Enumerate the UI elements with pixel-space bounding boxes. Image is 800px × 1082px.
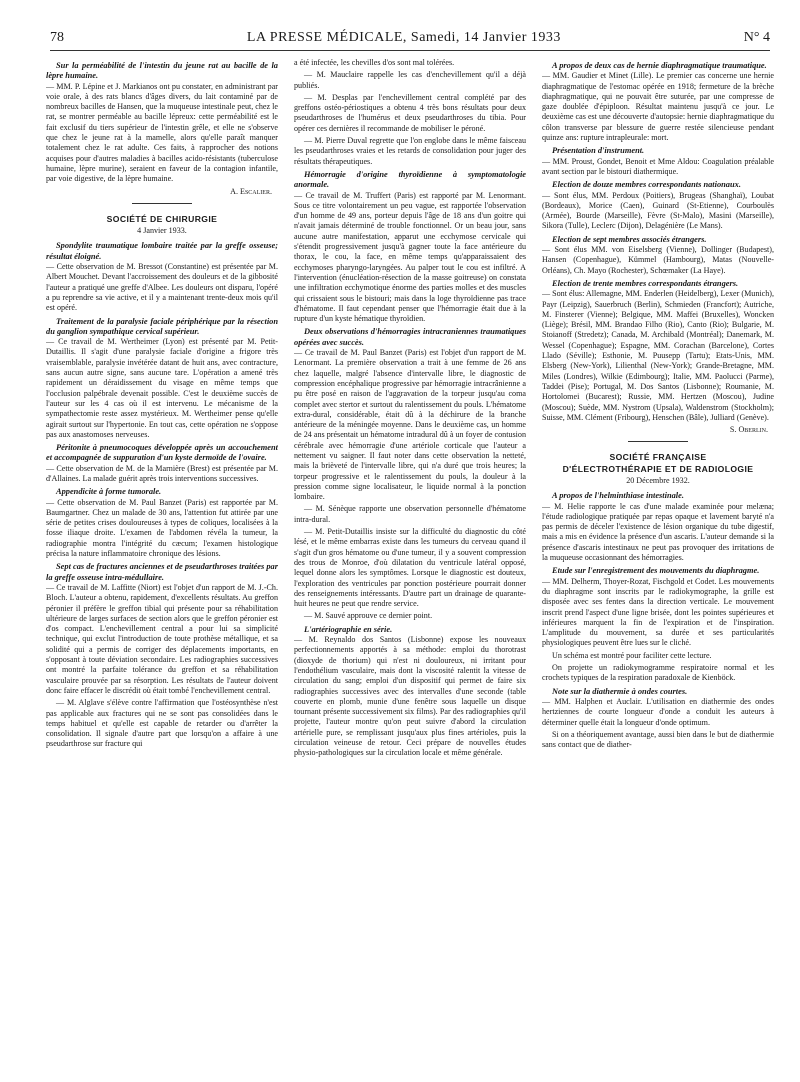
column-1 (46, 58, 278, 1068)
issue-number: N° 4 (743, 30, 770, 45)
article-body: — Ce travail de M. Truffert (Paris) est rapporté par M. Lenormant. Sous ce titre volontairement un peu vague, est rapportée l'observation d'un homme de 49 ans, porteur depuis l'âge de 18 ans d'un goitre qui n'avait jamais déterminé de trouble fonctionnel. Or un beau jour, sans aucune autre manifestation, apparut une ecchymose cervicale qui s'étendit progressivement jusqu'à gagner toute la face antérieure du thorax, le cou, la face, en même temps qu'apparaissaient des ecchymoses pharyngo-laryngées. Au palper tout le cou est infiltré. A l'intervention (énucléation-résection de la masse goitreuse) on constata une infiltration ecchymotique énorme des parties molles et des muscles qui crissaient sous le bistouri; mais dans la loge thyroïdienne pas trace d'hématome. Il faut cependant penser que l'hémorragie était due à la rupture d'un kyste hématique thyroïdien. (294, 190, 526, 324)
article-title: Traitement de la paralysie faciale périphérique par la résection du ganglion sympathique cervical supérieur. (46, 316, 278, 336)
article-title: A propos de deux cas de hernie diaphragmatique traumatique. (552, 61, 767, 70)
article-title: Election de trente membres correspondants étrangers. (552, 278, 739, 288)
article-title: Note sur la diathermie à ondes courtes. (552, 686, 688, 696)
article-body: — Sont élus: Allemagne, MM. Enderlen (Heidelberg), Lexer (Munich), Payr (Leipzig), Sauerbruch (Berlin), Schmieden (Francfort); Autriche, M. Finsterer (Vienne); Belgique, MM. Maffei (Bruxelles), Woncken (Liège); Brésil, MM. Brandao Filho (Rio), Canto (Rio); Bulgarie, M. Stoianoff (Stredetz); Canada, M. Archibald (Montréal); Danemark, M. Wessel (Copenhague); Espagne, MM. Corachan (Barcelone), Cortes Llado (Séville); Esthonie, M. Puusepp (Tartu); Etats-Unis, MM. Elsberg (New-York), Lilienthal (New-York); Grande-Bretagne, MM. Miles (Londres), Wilkie (Edimbourg); Italie, MM. Paolucci (Parme), Taddei (Pise); Portugal, M. Dos Santos (Lisbonne); Roumanie, M. Hortolomei (Bucarest); Russie, MM. Hertzen (Moscou), Judine (Moscou); Suède, MM. Nystrom (Upsala), Waldenstrom (Stockholm); Suisse, MM. Clément (Fribourg), Henschen (Bâle), Julliard (Genève). (542, 289, 774, 422)
article-paragraph: Si on a théoriquement avantage, aussi bien dans le but de diathermie sans contact que de diather- (542, 729, 774, 750)
article-paragraph: On projette un radiokymogramme respiratoire normal et les crochets typiques de la respiration paradoxale de Kienböck. (542, 663, 774, 683)
article-title: Election de sept membres associés étrangers. (552, 234, 707, 244)
article-paragraph: — M. Sénèque rapporte une observation personnelle d'hématome intra-dural. (294, 504, 526, 524)
article-title: Hémorragie d'origine thyroïdienne à symptomatologie anormale. (294, 169, 526, 190)
article-paragraph: — M. Mauclaire rappelle les cas d'enchevillement qu'il a déjà publiés. (294, 70, 526, 90)
session-date: 20 Décembre 1932. (626, 475, 690, 485)
session-date: 4 Janvier 1933. (137, 226, 187, 236)
signature: S. Oberlin. (729, 425, 768, 435)
article-title: Etude sur l'enregistrement des mouvements du diaphragme. (552, 566, 760, 576)
article-paragraph: Un schéma est montré pour faciliter cette lecture. (552, 650, 712, 660)
section-heading: SOCIÉTÉ FRANÇAISE (609, 452, 707, 463)
divider (132, 203, 192, 204)
article-title: Spondylite traumatique lombaire traitée par la greffe osseuse; résultat éloigné. (46, 241, 278, 261)
article-body: — MM. P. Lépine et J. Markianos ont pu constater, en administrant par voie orale, à des rats blancs d'âges divers, du lait contaminé par de nombreux bacilles de Hansen, que la muqueuse intestinale peut, chez le rat, se montrer perméable au bacille lépreux: cette perméabilité est le fait exclusif du tiers supérieur de l'intestin grêle, et elle ne s'observe que chez le jeune rat à la mamelle, alors qu'elle paraît manquer totalement chez le rat adulte. Ces faits, à rapprocher des notions acquises pour d'autres maladies à bacilles acido-résistants (tuberculose humaine, lèpre murine), seraient en faveur de la contagion infantile, par voie digestive, de la lèpre humaine. (46, 81, 278, 184)
article-body: — M. Reynaldo dos Santos (Lisbonne) expose les nouveaux perfectionnements apportés à sa méthode: emploi du thorotrast (dioxyde de thorium) qui n'est ni douloureux, ni irritant pour l'endothélium vasculaire, mais dont la viscosité ralentit la vitesse de circulation du sang; emploi d'un dispositif qui permet de faire six radiographies successives avec des intervalles d'une seconde (table couverte en plomb, munie d'une fenêtre sous laquelle un disque tournant présente successivement six films). Par des radiographies qu'il projette, l'auteur montre qu'on peut suivre d'abord la circulation artérielle pure, se remplissant jusqu'aux plus fines artérioles, puis la circulation veineuse de retour. Ceci prépare de nouvelles études physio-pathologiques sur la circulation locale et même générale. (294, 635, 526, 758)
header-rule (50, 50, 770, 51)
article-paragraph: — M. Alglave s'élève contre l'affirmation que l'ostéosynthèse n'est pas applicable aux fractures qui ne se sont pas consolidées dans le temps habituel et qu'elle est capable de retarder ou d'arrêter la consolidation. Il signale d'autre part que lorsqu'on a affaire à une pseudarthrose sur fracture qui (46, 698, 278, 749)
article-body: — Ce travail de M. Wertheimer (Lyon) est présenté par M. Petit-Dutaillis. Il s'agit d'une paralysie faciale d'origine a frigore très vraisemblable, paralysie invétérée datant de huit ans, avec contracture, sans aucun autre signe, sans aucune tare. L'opération a amené très rapidement un déraidissement du visage en même temps que l'occlusion palpébrale devenait possible. C'est le deuxième succès de l'auteur sur les 4 cas où il est intervenu. Le mécanisme de la sympathectomie reste assez mystérieux. M. Wertheimer pense qu'elle agirait surtout sur l'hypertonie. En tout cas, cette opération ne s'oppose pas aux anastomoses nerveuses. (46, 337, 278, 439)
article-body: — Cette observation de M. Bressot (Constantine) est présentée par M. Albert Mouchet. Devant l'accroissement des douleurs et de la gibbosité l'auteur a pratiqué une greffe d'Albee. Les douleurs ont disparu, l'opéré a pu reprendre sa vie active, et il y a maintenant trente-deux mois qu'il est opéré. (46, 262, 278, 313)
article-title: A propos de l'helminthiase intestinale. (552, 491, 684, 501)
page-header (50, 30, 770, 50)
article-title: L'artériographie en série. (304, 624, 393, 634)
article-title: Péritonite à pneumocoques développée après un accouchement et accompagnée de suppuration d'un kyste dermoïde de l'ovaire. (46, 443, 278, 463)
article-title: Deux observations d'hémorragies intracraniennes traumatiques opérées avec succès. (294, 327, 526, 347)
page-number: 78 (50, 30, 64, 45)
article-body: — MM. Delherm, Thoyer-Rozat, Fischgold et Codet. Les mouvements du diaphragme sont inscrits par le radiokymographe, la grille est disposée avec ses fentes dans la direction verticale. Le mouvement inscrit prend l'aspect d'une ligne brisée, dont les pointes supérieures et inférieures marquent la fin de l'expiration et de l'inspiration. L'amplitude du mouvement, sa durée et ses particularités physiologiques peuvent être lues sur le cliché. (542, 576, 774, 648)
article-body: — M. Helie rapporte le cas d'une malade examinée pour melæna; l'étude radiologique pratiquée par repas opaque et lavement baryté n'a pas permis de déceler l'existence de lésion organique du tube digestif, mais a mis en évidence la présence d'un ascaris. L'auteur demande si la présence d'ascaris intestinaux ne peut pas provoquer des irritations de la muqueuse occasionnant des hémorragies. (542, 501, 774, 563)
article-body: — MM. Gaudier et Minet (Lille). Le premier cas concerne une hernie diaphragmatique de l'estomac opérée en 1918; fermeture de la brèche diaphragmatique, qui ne pouvait être suturée, par une compresse de gaze doublée d'épiploon. Résultat maintenu jusqu'à ce jour. Le deuxième cas est une découverte d'autopsie: hernie diaphragmatique du côlon transverse par blessure de guerre restée silencieuse pendant quinze ans: rupture intrapleurale: mort. (542, 71, 774, 143)
article-paragraph: — M. Desplas par l'enchevillement central complété par des greffons ostéo-périostiques a obtenu 4 très bons résultats pour deux pseudarthroses de l'humérus et deux pseudarthroses du tibia. Pour opérer ces dernières il recommande de mobiliser le péroné. (294, 92, 526, 133)
article-body: — Sont élus, MM. Perdoux (Poitiers), Brugeas (Shanghaï), Loubat (Bordeaux), Morice (Caen), Guinard (St-Etienne), Courboulès (Armée), Bourde (Marseille), Fèvre (St-Malo), Masini (Marseille), Sikora (Tulle), Leclerc (Dijon), Delagénière (Le Mans). (542, 190, 774, 231)
article-title: Election de douze membres correspondants nationaux. (552, 180, 741, 190)
section-heading: D'ÉLECTROTHÉRAPIE ET DE RADIOLOGIE (562, 463, 754, 474)
article-body: — Ce travail de M. Paul Banzet (Paris) est l'objet d'un rapport de M. Lenormant. La première observation a trait à une femme de 26 ans chez laquelle, malgré l'absence d'intervalle libre, le diagnostic de compression encéphalique progressive par hémorragie intracrânienne a pu être posé en raison de l'aggravation de la torpeur jusqu'au coma complet avec stertor et surtout du ralentissement du pouls. L'hématome extra-dural, considérable, était dû à la déchirure de la branche antérieure de la méningée moyenne. Dans le deuxième cas, un homme de 24 ans présentait un hématome intradural dû à un foyer de contusion cérébrale avec hémorragie d'une artériole corticale que l'auteur a nettement vu saigner. Il faut noter dans cette observation la netteté, mais la brièveté de l'intervalle libre, qui n'a duré que trois heures; la torpeur progressive et le ralentissement du pouls, la douleur à la pression comme signe localisateur, le liquide normal à la ponction lombaire. (294, 348, 526, 502)
article-paragraph: — M. Petit-Dutaillis insiste sur la difficulté du diagnostic du côté lésé, et le même embarras existe dans les tumeurs du cerveau quand il s'agit d'un gros hématome ou d'une tumeur, il y a souvent compression des trous de Monroe, d'où dilatation du ventricule latéral opposé, lequel donne alors les symptômes. Lorsque le diagnostic est douteux, l'exploration des ventricules par ponction postérieure pourrait donner des renseignements intéressants. D'autre part un drainage de quarante-huit heures ne peut que rendre service. (294, 527, 526, 609)
article-body: — Ce travail de M. Laffitte (Niort) est l'objet d'un rapport de M. J.-Ch. Bloch. L'auteur a obtenu, rapidement, d'excellents résultats. Au greffon péronier il préfère le greffon tibial qui présente pour sa réhabilitation ultérieure de larges surfaces de section alors que le greffon péronier est d'os compact. L'enchevillement central a pour lui sa simplicité technique, qui exclut l'introduction de toute prothèse métallique, et sa solidité qui a permis de corriger des déplacements importants, en s'opposant à toute déviation secondaire. Les radiographies successives ont montré la parfaite tolérance du greffon et sa réhabilitation vasculaire prouvée par sa résorption. Les résultats de l'auteur doivent donc faire effacer le discrédit où était tombé l'enchevillement central. (46, 582, 278, 695)
article-body: — Cette observation de M. Paul Banzet (Paris) est rapportée par M. Baumgartner. Chez un malade de 30 ans, l'attention fut attirée par une série de petites crises douloureuses à types de coliques, localisées à la fosse iliaque droite. L'examen de l'abdomen révéla la tumeur, la radiographie montra l'intégrité du cæcum; l'examen histologique précisa la nature inflammatoire chronique des lésions. (46, 497, 278, 559)
article-title: Présentation d'instrument. (552, 146, 645, 156)
article-title: Sept cas de fractures anciennes et de pseudarthroses traitées par la greffe osseuse intra-médullaire. (46, 562, 278, 582)
divider (628, 441, 688, 442)
signature: A. Escalier. (230, 186, 272, 196)
article-paragraph: — M. Pierre Duval regrette que l'on englobe dans le même faisceau les pseudarthroses vraies et les retards de consolidation pour juger des résultats thérapeutiques. (294, 136, 526, 166)
article-body: — Cette observation de M. de la Marnière (Brest) est présentée par M. d'Allaines. La malade guérit après trois interventions successives. (46, 463, 278, 483)
article-body: — Sont élus MM. von Eiselsberg (Vienne), Dollinger (Budapest), Hansen (Copenhague), Kümmel (Hambourg), Matas (Nouvelle-Orléans), Ch. Mayo (Rochester), Schœmaker (La Haye). (542, 245, 774, 275)
article-body: — MM. Halphen et Auclair. L'utilisation en diathermie des ondes hertziennes de courte longueur d'onde a conduit les auteurs à déterminer quelle était la longueur d'onde optimum. (542, 696, 774, 727)
article-paragraph: a été infectée, les chevilles d'os sont mal tolérées. (294, 58, 455, 67)
article-paragraph: — M. Sauvé approuve ce dernier point. (304, 611, 433, 621)
column-2 (294, 58, 526, 1068)
article-columns (46, 58, 774, 1068)
article-title: Appendicite à forme tumorale. (56, 487, 162, 497)
journal-title: LA PRESSE MÉDICALE, Samedi, 14 Janvier 1933 (246, 30, 561, 45)
article-title: Sur la perméabilité de l'intestin du jeune rat au bacille de la lèpre humaine. (46, 61, 278, 81)
article-body: — MM. Proust, Gondet, Benoit et Mme Aldou: Coagulation préalable avant section par le bistouri diathermique. (542, 156, 774, 176)
section-heading: SOCIÉTÉ DE CHIRURGIE (106, 213, 218, 224)
column-3 (542, 58, 774, 1068)
